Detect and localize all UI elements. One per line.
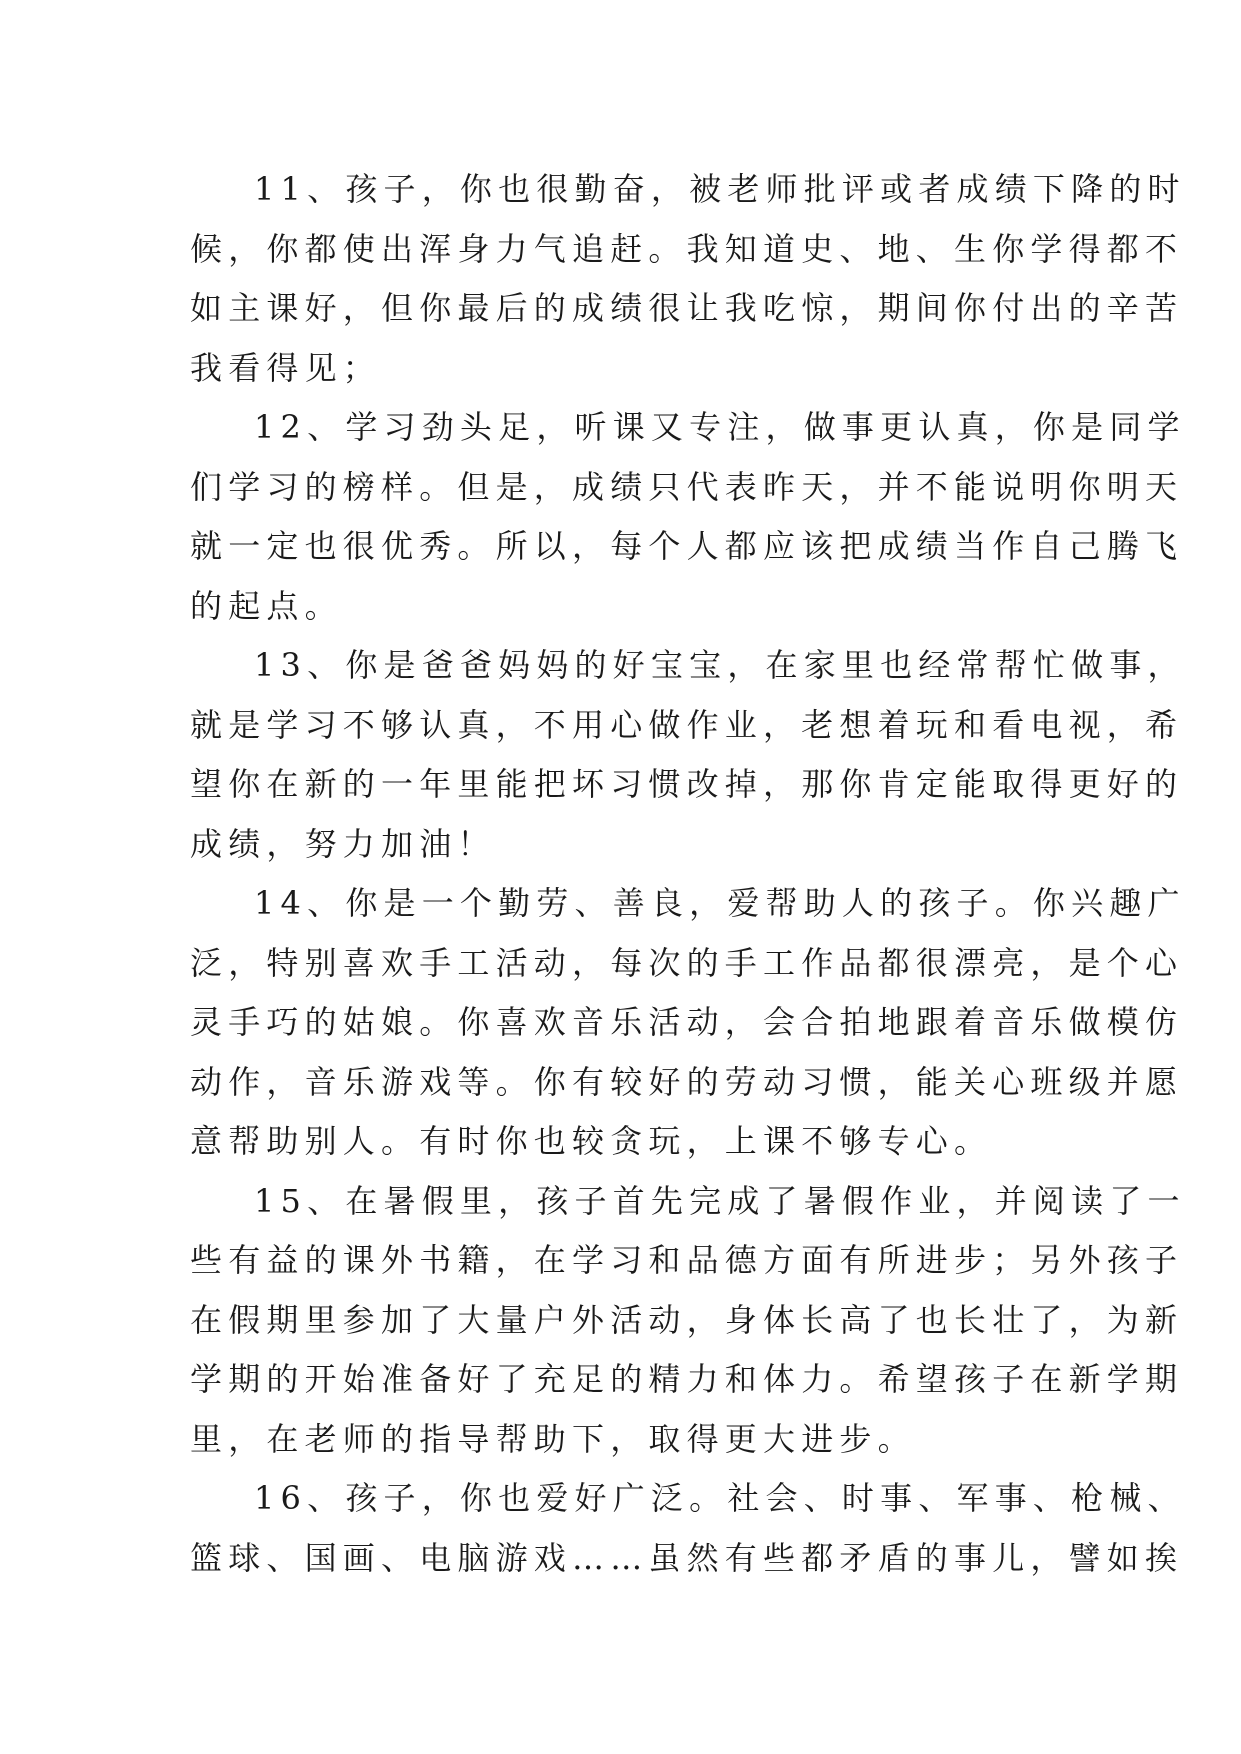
paragraph-line: 里，在老师的指导帮助下，取得更大进步。 xyxy=(190,1419,916,1458)
paragraph-13 xyxy=(190,636,1186,874)
paragraph-line: 在假期里参加了大量户外活动，身体长高了也长壮了，为新 xyxy=(190,1300,1184,1339)
paragraph-line: 11、孩子，你也很勤奋，被老师批评或者成绩下降的时 xyxy=(254,170,1186,208)
paragraph-11 xyxy=(190,160,1186,398)
paragraph-line: 的起点。 xyxy=(190,586,343,625)
paragraph-14 xyxy=(190,874,1186,1172)
paragraph-line: 我看得见； xyxy=(190,348,382,387)
paragraph-line: 泛，特别喜欢手工活动，每次的手工作品都很漂亮，是个心 xyxy=(190,943,1184,982)
paragraph-line: 12、学习劲头足，听课又专注，做事更认真，你是同学 xyxy=(254,408,1186,446)
paragraph-line: 动作，音乐游戏等。你有较好的劳动习惯，能关心班级并愿 xyxy=(190,1062,1184,1101)
paragraph-line: 意帮助别人。有时你也较贪玩，上课不够专心。 xyxy=(190,1122,993,1160)
paragraph-line: 就是学习不够认真，不用心做作业，老想着玩和看电视，希 xyxy=(190,705,1184,744)
paragraph-12 xyxy=(190,398,1186,636)
paragraph-line: 16、孩子，你也爱好广泛。社会、时事、军事、枪械、 xyxy=(254,1479,1186,1517)
paragraph-line: 候，你都使出浑身力气追赶。我知道史、地、生你学得都不 xyxy=(190,229,1184,268)
paragraph-line: 13、你是爸爸妈妈的好宝宝，在家里也经常帮忙做事， xyxy=(254,646,1186,684)
paragraph-line: 们学习的榜样。但是，成绩只代表昨天，并不能说明你明天 xyxy=(190,467,1184,506)
paragraph-15 xyxy=(190,1172,1186,1470)
paragraph-line: 篮球、国画、电脑游戏……虽然有些都矛盾的事儿，譬如挨 xyxy=(190,1538,1184,1577)
paragraph-line: 些有益的课外书籍，在学习和品德方面有所进步；另外孩子 xyxy=(190,1241,1184,1279)
paragraph-line: 学期的开始准备好了充足的精力和体力。希望孩子在新学期 xyxy=(190,1360,1184,1398)
paragraph-line: 14、你是一个勤劳、善良，爱帮助人的孩子。你兴趣广 xyxy=(254,884,1186,922)
paragraph-line: 灵手巧的姑娘。你喜欢音乐活动，会合拍地跟着音乐做模仿 xyxy=(190,1003,1184,1041)
document-body xyxy=(190,160,1186,1588)
paragraph-line: 就一定也很优秀。所以，每个人都应该把成绩当作自己腾飞 xyxy=(190,527,1184,565)
paragraph-line: 如主课好，但你最后的成绩很让我吃惊，期间你付出的辛苦 xyxy=(190,289,1184,327)
paragraph-line: 成绩，努力加油！ xyxy=(190,824,496,863)
paragraph-line: 15、在暑假里，孩子首先完成了暑假作业，并阅读了一 xyxy=(254,1181,1186,1220)
paragraph-16 xyxy=(190,1469,1186,1588)
paragraph-line: 望你在新的一年里能把坏习惯改掉，那你肯定能取得更好的 xyxy=(190,765,1184,803)
